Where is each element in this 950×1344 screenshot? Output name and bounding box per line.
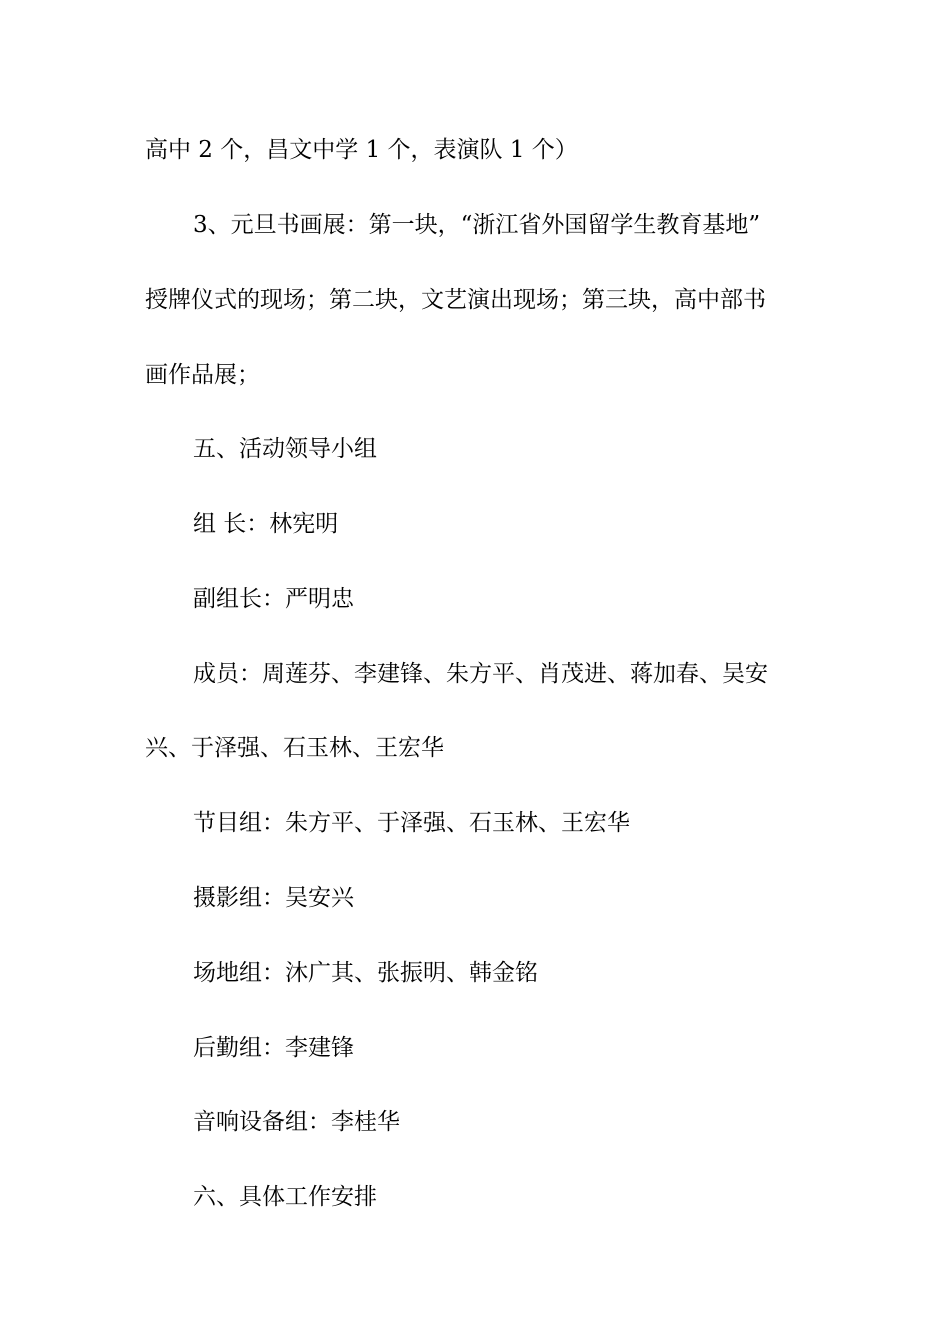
venue-group-line: 场地组：沐广其、张振明、韩金铭: [193, 960, 538, 986]
section-heading-leadership-group: 五、活动领导小组: [193, 436, 377, 462]
paragraph-line-continuation: 高中 2 个，昌文中学 1 个，表演队 1 个）: [145, 137, 578, 163]
logistics-group-line: 后勤组：李建锋: [193, 1035, 354, 1061]
group-leader-line: 组 长：林宪明: [193, 511, 339, 537]
audio-equipment-group-line: 音响设备组：李桂华: [193, 1109, 400, 1135]
paragraph-calligraphy-exhibition: 3、元旦书画展：第一块，“浙江省外国留学生教育基地”: [193, 212, 761, 238]
members-line-continuation: 兴、于泽强、石玉林、王宏华: [145, 735, 444, 761]
members-line: 成员：周莲芬、李建锋、朱方平、肖茂进、蒋加春、吴安: [193, 661, 768, 687]
deputy-leader-line: 副组长：严明忠: [193, 586, 354, 612]
program-group-line: 节目组：朱方平、于泽强、石玉林、王宏华: [193, 810, 630, 836]
section-heading-work-arrangement: 六、具体工作安排: [193, 1184, 377, 1210]
photography-group-line: 摄影组：吴安兴: [193, 885, 354, 911]
paragraph-line: 画作品展；: [145, 362, 260, 388]
paragraph-line: 授牌仪式的现场；第二块，文艺演出现场；第三块，高中部书: [145, 287, 766, 313]
